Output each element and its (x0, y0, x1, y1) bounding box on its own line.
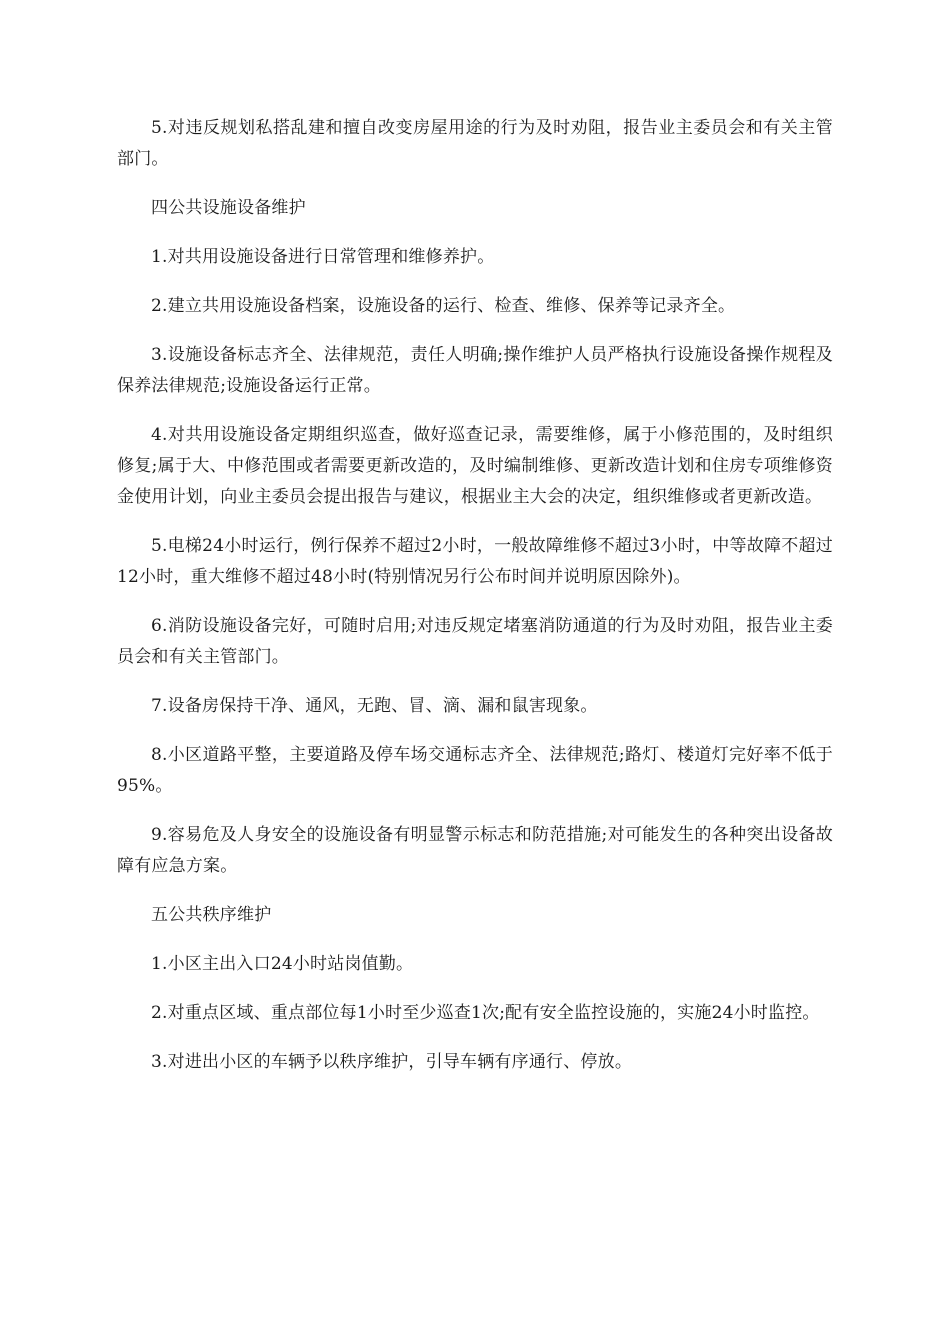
section-heading-public-order: 五公共秩序维护 (151, 905, 272, 925)
paragraph-fire-equipment: 6.消防设施设备完好，可随时启用;对违反规定堵塞消防通道的行为及时劝阻，报告业主委员会和有关主管部门。 (117, 616, 833, 667)
paragraph-regular-inspection: 4.对共用设施设备定期组织巡查，做好巡查记录，需要维修，属于小修范围的，及时组织修复;属于大、中修范围或者需要更新改造的，及时编制维修、更新改造计划和住房专项维修资金使用计划，向业主委员会提出报告与建议，根据业主大会的决定，组织维修或者更新改造。 (117, 425, 833, 507)
paragraph-patrol-monitoring: 2.对重点区域、重点部位每1小时至少巡查1次;配有安全监控设施的，实施24小时监控。 (151, 1003, 820, 1023)
document-body (117, 113, 833, 1096)
paragraph-equipment-signage: 3.设施设备标志齐全、法律规范，责任人明确;操作维护人员严格执行设施设备操作规程及保养法律规范;设施设备运行正常。 (117, 345, 833, 396)
section-heading-facility-maintenance: 四公共设施设备维护 (151, 198, 306, 218)
paragraph-safety-warnings: 9.容易危及人身安全的设施设备有明显警示标志和防范措施;对可能发生的各种突出设备故障有应急方案。 (117, 825, 833, 876)
paragraph-equipment-records: 2.建立共用设施设备档案，设施设备的运行、检查、维修、保养等记录齐全。 (151, 296, 736, 316)
paragraph-planning-violation: 5.对违反规划私搭乱建和擅自改变房屋用途的行为及时劝阻，报告业主委员会和有关主管部门。 (117, 118, 833, 169)
paragraph-roads-lighting: 8.小区道路平整，主要道路及停车场交通标志齐全、法律规范;路灯、楼道灯完好率不低于95%。 (117, 745, 833, 796)
paragraph-equipment-room: 7.设备房保持干净、通风，无跑、冒、滴、漏和鼠害现象。 (151, 696, 598, 716)
paragraph-elevator-operation: 5.电梯24小时运行，例行保养不超过2小时，一般故障维修不超过3小时，中等故障不超过12小时，重大维修不超过48小时(特别情况另行公布时间并说明原因除外)。 (117, 536, 833, 587)
paragraph-vehicle-order: 3.对进出小区的车辆予以秩序维护，引导车辆有序通行、停放。 (151, 1052, 633, 1072)
paragraph-entrance-guard: 1.小区主出入口24小时站岗值勤。 (151, 954, 414, 974)
paragraph-daily-maintenance: 1.对共用设施设备进行日常管理和维修养护。 (151, 247, 495, 267)
